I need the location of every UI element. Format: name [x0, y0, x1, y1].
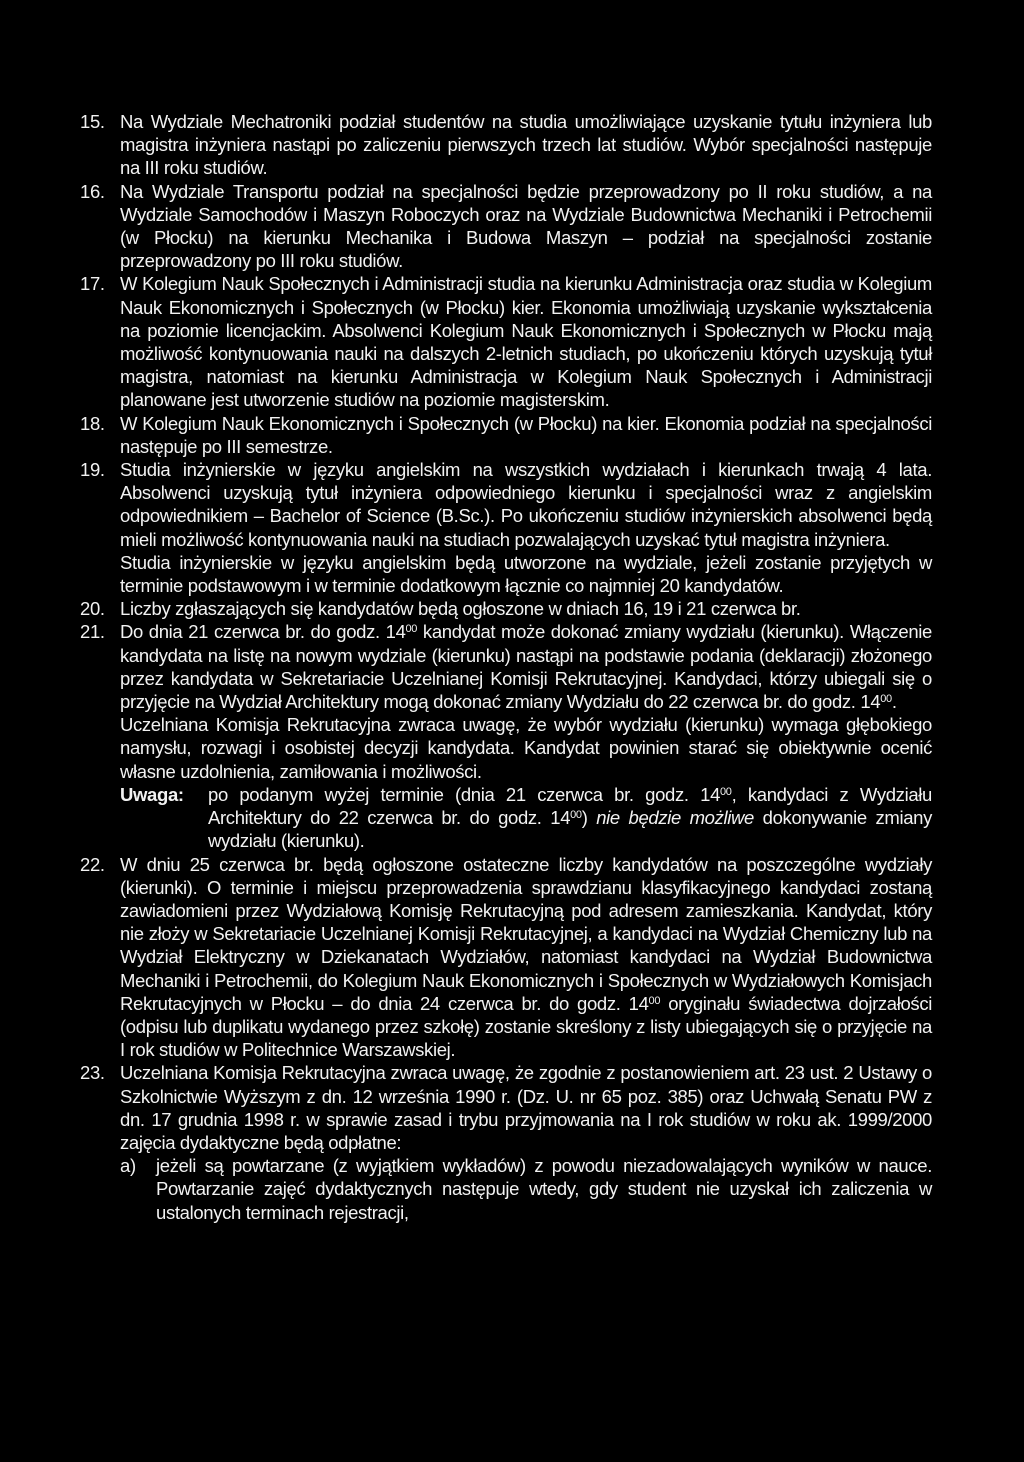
- item-text-continued: Uczelniana Komisja Rekrutacyjna zwraca uwagę, że wybór wydziału (kierunku) wymaga głębokiego namysłu, rozwagi i osobistej decyzji kandydata. Kandydat powinien starać się obiektywnie ocenić własne uzdolnienia, zamiłowania i możliwości.: [120, 714, 932, 782]
- item-number: 15.: [80, 111, 105, 132]
- item-text: [120, 853, 932, 1062]
- item-text: [120, 620, 932, 713]
- text-run: , kandydaci z Wydziału Architektury do 22 czerwca br. do godz. 14: [208, 783, 932, 829]
- note-text: [208, 784, 932, 851]
- item-text-continued: Studia inżynierskie w języku angielskim będą utworzone na wydziale, jeżeli zostanie przyjętych w terminie podstawowym i w terminie dodatkowym łącznie co najmniej 20 kandydatów.: [120, 551, 932, 597]
- item-text: Uczelniana Komisja Rekrutacyjna zwraca uwagę, że zgodnie z postanowieniem art. 23 ust. 2 Ustawy o Szkolnictwie Wyższym z dn. 12 września 1990 r. (Dz. U. nr 65 poz. 385) oraz Uchwałą Senatu PW z dn. 17 grudnia 1998 r. w sprawie zasad i trybu przyjmowania na I rok studiów w roku ak. 1999/2000 zajęcia dydaktyczne będą odpłatne:: [120, 1062, 932, 1153]
- list-item-20: [80, 597, 932, 620]
- item-number: 18.: [80, 412, 105, 434]
- item-number: 22.: [80, 853, 105, 875]
- text-run: kandydat może dokonać zmiany wydziału (kierunku). Włączenie kandydata na listę na nowym wydziale (kierunku) nastąpi na podstawie podania (deklaracji) złożonego przez kandydata w Sekretariacie Uczelnianej Komisji Rekrutacyjnej. Kandydaci, którzy ubiegali się o przyjęcie na Wydział Architektury mogą dokonać zmiany Wydziału do 22 czerwca br. do godz. 14: [120, 621, 932, 713]
- item-number: 21.: [80, 621, 105, 643]
- superscript: 00: [880, 693, 892, 706]
- item-text: Na Wydziale Transportu podział na specjalności będzie przeprowadzony po II roku studiów, a na Wydziale Samochodów i Maszyn Roboczych oraz na Wydziale Budownictwa Mechaniki i Petrochemii (w Płocku) na kierunku Mechanika i Budowa Maszyn – podział na specjalności zostanie przeprowadzony po III roku studiów.: [120, 180, 932, 272]
- superscript: 00: [720, 785, 732, 798]
- text-run: W dniu 25 czerwca br. będą ogłoszone ostateczne liczby kandydatów na poszczególne wydziały (kierunki). O terminie i miejscu przeprowadzenia sprawdzianu klasyfikacyjnego kandydaci zostaną zawiadomieni przez Wydziałową Komisję Rekrutacyjną pod adresem zamieszkania. Kandydat, który nie złoży w Sekretariacie Uczelnianej Komisji Rekrutacyjnej, a kandydaci na Wydział Chemiczny lub na Wydział Elektryczny w Dziekanatach Wydziałów, natomiast kandydaci na Wydział Budownictwa Mechaniki i Petrochemii, do Kolegium Nauk Ekonomicznych i Społecznych w Wydziałowych Komisjach Rekrutacyjnych w Płocku – do dnia 24 czerwca br. do godz. 14: [120, 853, 932, 1014]
- item-number: 20.: [80, 598, 105, 620]
- item-text: Studia inżynierskie w języku angielskim na wszystkich wydziałach i kierunkach trwają 4 lata. Absolwenci uzyskują tytuł inżyniera odpowiedniego kierunku i specjalności wraz z angielskim odpowiednikiem – Bachelor of Science (B.Sc.). Po ukończeniu studiów inżynierskich absolwenci będą mieli możliwość kontynuowania nauki na studiach pozwalających uzyskać tytuł magistra inżyniera.: [120, 459, 932, 550]
- item-number: 19.: [80, 459, 105, 481]
- list-item-22: [80, 853, 932, 1062]
- text-run: po podanym wyżej terminie (dnia 21 czerwca br. godz. 14: [208, 783, 721, 805]
- item-number: 16.: [80, 180, 105, 202]
- item-text: W Kolegium Nauk Społecznych i Administracji studia na kierunku Administracja oraz studia w Kolegium Nauk Ekonomicznych i Społecznych (w Płocku) kier. Ekonomia umożliwiają uzyskanie wykształcenia na poziomie licencjackim. Absolwenci Kolegium Nauk Ekonomicznych i Społecznych w Płocku mają możliwość kontynuowania nauki na dalszych 2-letnich studiach, po ukończeniu których uzyskują tytuł magistra, natomiast na kierunku Administracja w Kolegium Nauk Społecznych i Administracji planowane jest utworzenie studiów na poziomie magisterskim.: [120, 273, 932, 411]
- text-run: .: [891, 691, 897, 713]
- item-number: 23.: [80, 1062, 105, 1084]
- note-label: Uwaga:: [120, 783, 184, 805]
- item-text: W Kolegium Nauk Ekonomicznych i Społecznych (w Płocku) na kier. Ekonomia podział na specjalności następuje po III semestrze.: [120, 412, 932, 457]
- list-item-19: [80, 458, 932, 597]
- emphasis-text: nie będzie możliwe: [596, 807, 754, 829]
- document-body: [80, 110, 932, 1224]
- sub-item-a: [120, 1154, 932, 1224]
- list-item-23: [80, 1061, 932, 1223]
- sub-item-label: a): [120, 1155, 136, 1177]
- superscript: 00: [405, 623, 418, 636]
- text-run: ): [581, 807, 597, 829]
- list-item-15: [80, 110, 932, 180]
- superscript: 00: [570, 809, 582, 822]
- sub-item-text: jeżeli są powtarzane (z wyjątkiem wykładów) z powodu niezadowalających wyników w nauce. Powtarzanie zajęć dydaktycznych następuje wtedy, gdy student nie uzyskał ich zaliczenia w ustalonych terminach rejestracji,: [156, 1155, 932, 1223]
- list-item-18: [80, 412, 932, 458]
- item-text: Na Wydziale Mechatroniki podział studentów na studia umożliwiające uzyskanie tytułu inżyniera lub magistra inżyniera nastąpi po zaliczeniu pierwszych trzech lat studiów. Wybór specjalności następuje na III roku studiów.: [120, 111, 932, 179]
- list-item-17: [80, 272, 932, 411]
- list-item-21: [80, 620, 932, 852]
- note-block: [120, 783, 932, 853]
- item-number: 17.: [80, 273, 105, 295]
- list-item-16: [80, 180, 932, 273]
- superscript: 00: [648, 994, 661, 1007]
- text-run: Do dnia 21 czerwca br. do godz. 14: [120, 621, 406, 643]
- text-run: oryginału świadectwa dojrzałości (odpisu lub duplikatu wydanego przez szkołę) zostanie skreślony z listy ubiegających się o przyjęcie na I rok studiów w Politechnice Warszawskiej.: [120, 992, 932, 1061]
- item-text: Liczby zgłaszających się kandydatów będą ogłoszone w dniach 16, 19 i 21 czerwca br.: [120, 598, 801, 620]
- text-run: dokonywanie zmiany wydziału (kierunku).: [208, 807, 932, 852]
